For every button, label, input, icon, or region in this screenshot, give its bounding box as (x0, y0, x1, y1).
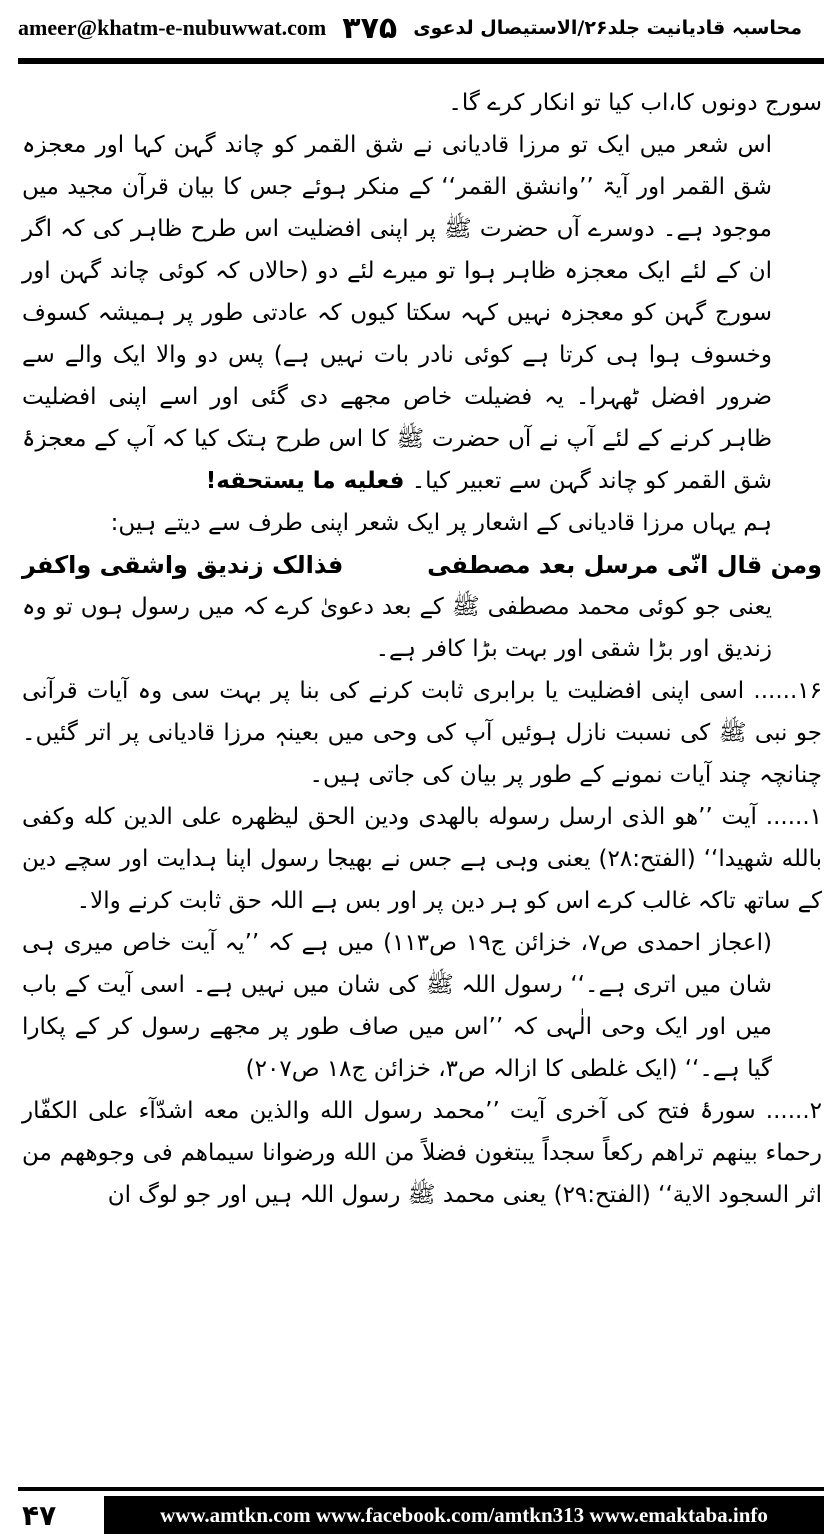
paragraph-6 (22, 796, 822, 922)
paragraph-5 (22, 670, 822, 796)
header-email[interactable]: ameer@khatm-e-nubuwwat.com (18, 15, 327, 40)
paragraph-4: یعنی جو کوئی محمد مصطفی ﷺ کے بعد دعویٰ کرے کہ میں رسول ہوں تو وہ زندیق اور بڑا شقی اور بہت بڑا کافر ہے۔ (22, 594, 772, 662)
item-number-1: ۱...... (765, 804, 822, 830)
page-header (18, 6, 824, 50)
item-number-16: ۱۶...... (753, 678, 822, 704)
paragraph-6-text: آیت ’’هو الذی ارسل رسوله بالهدی ودین الحق لیظهره علی الدین کله وکفی بالله شهیدا‘‘ (الفتح:۲۸) یعنی وہی ہے جس نے بھیجا رسول اپنا ہدایت اور سچے دین کے ساتھ تاکہ غالب کرے اس کو ہر دین پر اور بس ہے اللہ حق ثابت کرنے والا۔ (22, 804, 822, 914)
paragraph-2 (22, 124, 822, 502)
paragraph-2-text: اس شعر میں ایک تو مرزا قادیانی نے شق القمر کو چاند گہن کہا اور معجزہ شق القمر اور آیۃ ’’وانشق القمر‘‘ کے منکر ہوئے جس کا بیان قرآن مجید میں موجود ہے۔ دوسرے آں حضرت ﷺ پر اپنی افضلیت اس طرح ظاہر کی کہ اگر ان کے لئے ایک معجزہ ظاہر ہوا تو میرے لئے دو (حالاں کہ کوئی چاند گہن اور سورج گہن کو معجزہ نہیں کہہ سکتا کیوں کہ عادتی طور پر ہمیشہ کسوف وخسوف ہوا ہی کرتا ہے کوئی نادر بات نہیں ہے) پس دو والا ایک والے سے ضرور افضل ٹھہرا۔ یہ فضیلت خاص مجھے دی گئی اور اسے اپنی افضلیت ظاہر کرنے کے لئے آپ نے آں حضرت ﷺ کا اس طرح ہتک کیا کہ آپ کے معجزۂ شق القمر کو چاند گہن سے تعبیر کیا۔ (22, 132, 772, 494)
header-rule (18, 58, 824, 64)
paragraph-7: (اعجاز احمدی ص۷، خزائن ج۱۹ ص۱۱۳) میں ہے کہ ’’یہ آیت خاص میری ہی شان میں اتری ہے۔‘‘ رسول اللہ ﷺ کی شان میں نہیں ہے۔ اسی آیت کے باب میں اور ایک وحی الٰہی کہ ’’اس میں صاف طور پر مجھے رسول کر کے پکارا گیا ہے۔‘‘ (ایک غلطی کا ازالہ ص۳، خزائن ج۱۸ ص۲۰۷) (22, 930, 772, 1082)
item-number-2: ۲...... (765, 1098, 823, 1124)
verse-second-half: فذالک زندیق واشقی واکفر (22, 551, 344, 579)
paragraph-2-arabic: فعلیه ما یستحقه! (205, 468, 405, 494)
paragraph-1: سورج دونوں کا،اب کیا تو انکار کرے گا۔ (448, 90, 822, 116)
footer-page-number: ۴۷ (22, 1498, 57, 1532)
paragraph-5-text: اسی اپنی افضلیت یا برابری ثابت کرنے کی بنا پر بہت سی وہ آیات قرآنی جو نبی ﷺ کی نسبت نازل ہوئیں آپ کی وحی میں بعینہٖ مرزا قادیانی پر اتر گئیں۔ چنانچہ چند آیات نمونے کے طور پر بیان کی جاتی ہیں۔ (22, 678, 822, 788)
header-page-number: ۳۷۵ (342, 10, 398, 46)
page-footer (18, 1495, 824, 1535)
verse-couplet (22, 544, 822, 586)
footer-links[interactable]: www.amtkn.com www.facebook.com/amtkn313 www.emaktaba.info (104, 1496, 824, 1534)
paragraph-3: ہم یہاں مرزا قادیانی کے اشعار پر ایک شعر اپنی طرف سے دیتے ہیں: (110, 510, 772, 536)
verse-first-half: ومن قال انّی مرسل بعد مصطفی (427, 551, 822, 579)
header-book-title: محاسبہ قادیانیت جلد۲۶/الاستیصال لدعوی (413, 17, 802, 39)
page-body (22, 82, 822, 1216)
footer-rule (18, 1487, 824, 1491)
paragraph-8-text: سورۂ فتح کی آخری آیت ’’محمد رسول الله والذین معه اشدّآء علی الکفّار رحماء بینهم تراهم رکعاً سجداً یبتغون فضلاً من الله ورضوانا سیماهم فی وجوههم من اثر السجود الایة‘‘ (الفتح:۲۹) یعنی محمد ﷺ رسول اللہ ہیں اور جو لوگ ان (22, 1098, 822, 1208)
paragraph-8 (22, 1090, 822, 1216)
